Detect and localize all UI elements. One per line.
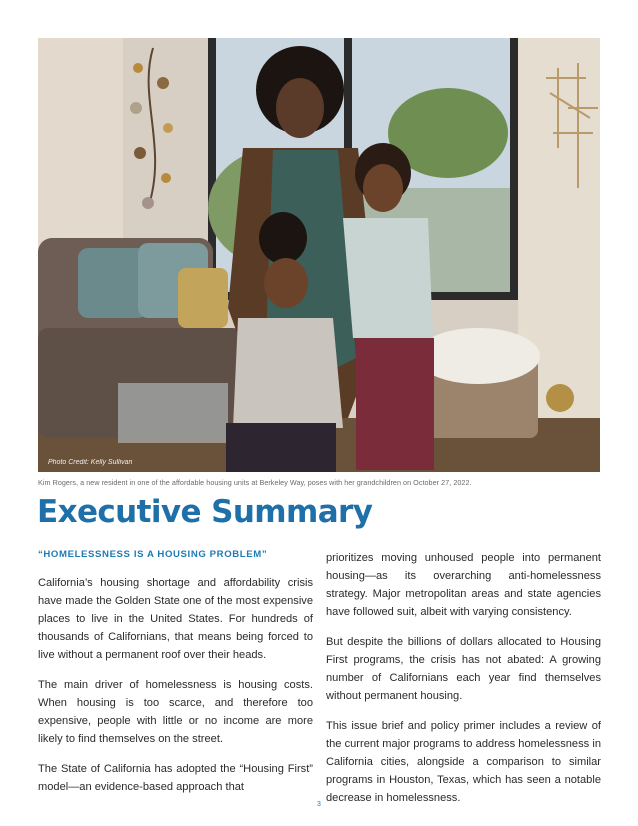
pull-quote: “HOMELESSNESS IS A HOUSING PROBLEM” (38, 549, 268, 560)
paragraph: The State of California has adopted the “Housing First” model—an evidence-based approach that (38, 763, 313, 793)
family-photo-illustration (38, 38, 600, 472)
page-title: Executive Summary (37, 494, 373, 530)
left-column (38, 549, 313, 808)
photo-caption: Kim Rogers, a new resident in one of the affordable housing units at Berkeley Way, poses with her grandchildren on October 27, 2022. (38, 478, 472, 487)
paragraph: California’s housing shortage and affordability crisis have made the Golden State one of the most expensive places to live in the United States. For hundreds of thousands of Californians, that means being forced to live without a permanent roof over their heads. (38, 577, 313, 661)
page-number: 3 (317, 801, 321, 808)
paragraph: prioritizes moving unhoused people into permanent housing—as its overarching anti-homelessness strategy. Major metropolitan areas and state agencies have followed suit, albeit with varying consistency. (326, 552, 601, 618)
paragraph: But despite the billions of dollars allocated to Housing First programs, the crisis has not abated: A growing number of Californians each year find themselves without permanent housing. (326, 636, 601, 702)
right-column (326, 549, 601, 819)
hero-photo (38, 38, 600, 472)
paragraph: The main driver of homelessness is housing costs. When housing is too scarce, and therefore too expensive, people with little or no income are more likely to find themselves on the street. (38, 679, 313, 745)
paragraph: This issue brief and policy primer includes a review of the current major programs to address homelessness in California cities, alongside a comparison to similar programs in Houston, Texas, which has seen a notable decrease in homelessness. (326, 720, 601, 804)
photo-credit: Photo Credit: Kelly Sullivan (48, 459, 133, 466)
